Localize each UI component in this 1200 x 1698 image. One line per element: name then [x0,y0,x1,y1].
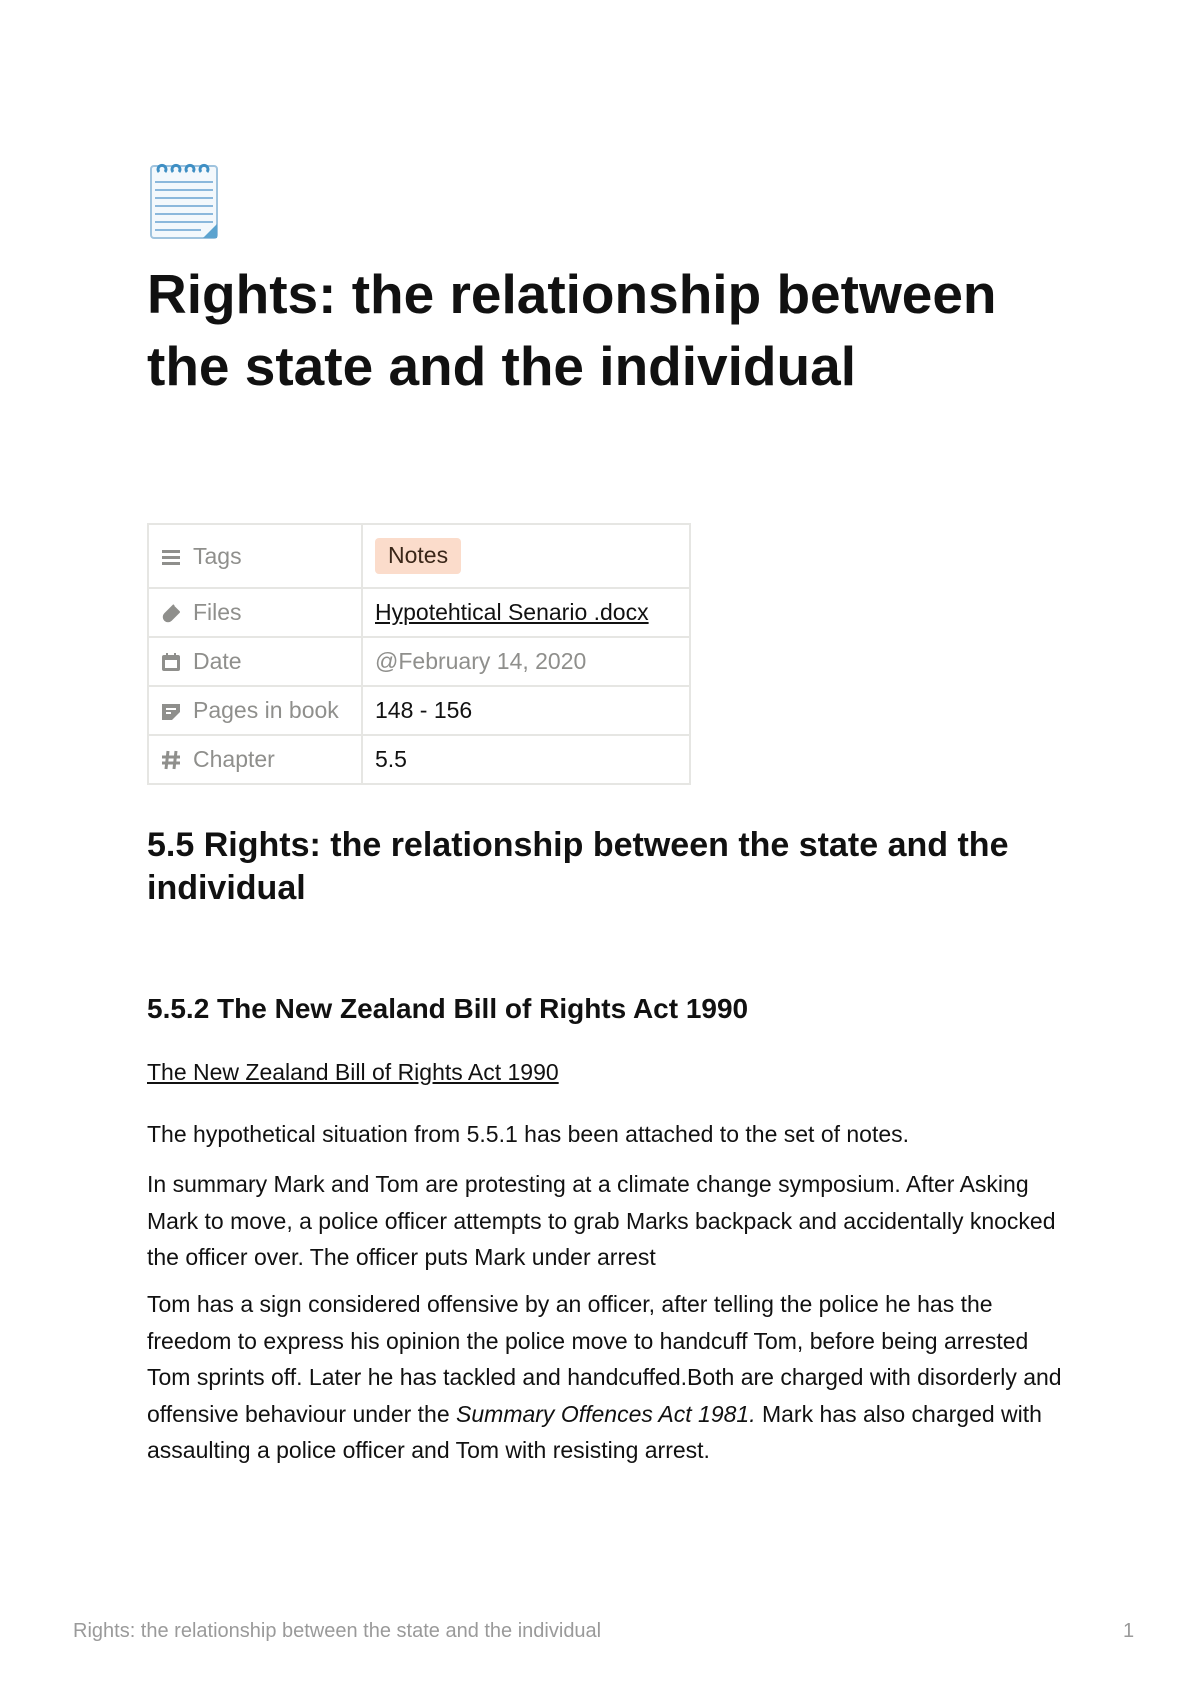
property-row-tags [148,524,690,588]
property-value[interactable]: 148 - 156 [362,686,690,735]
subsection-heading: 5.5.2 The New Zealand Bill of Rights Act 1990 [147,993,749,1024]
property-row-pages [148,686,690,735]
property-value[interactable] [362,524,690,588]
calendar-icon [161,652,181,672]
date-value: @February 14, 2020 [375,648,587,674]
property-name: Date [148,637,362,686]
paragraph-intro: The hypothetical situation from 5.5.1 has been attached to the set of notes. [147,1121,910,1147]
tag-badge[interactable]: Notes [375,538,461,574]
properties-table [147,523,691,785]
page-title: Rights: the relationship between the state and the individual [147,263,997,397]
bill-of-rights-link[interactable]: The New Zealand Bill of Rights Act 1990 [147,1059,559,1085]
act-name-italic: Summary Offences Act 1981. [456,1400,756,1427]
text-icon [161,701,181,721]
footer-title: Rights: the relationship between the state and the individual [73,1620,602,1642]
property-row-chapter [148,735,690,784]
list-icon [161,547,181,567]
property-name: Chapter [148,735,362,784]
section-heading: 5.5 Rights: the relationship between the state and the individual [147,826,1009,907]
property-row-date [148,637,690,686]
paragraph-tom: Tom has a sign considered offensive by an officer, after telling the police he has the freedom to express his opinion the police move to handcuff Tom, before being arrested Tom sprints off. Later he has tackled and handcuffed.Both are charged with disorderly and offensive behaviour under the Summary Offences Act 1981. Mark has also charged with assaulting a police officer and Tom with resisting arrest. [147,1291,1062,1463]
property-name: Tags [148,524,362,588]
file-link[interactable]: Hypotehtical Senario .docx [375,599,649,625]
property-value [362,588,690,637]
notepad-icon [147,158,223,242]
footer-page-number: 1 [1123,1620,1135,1642]
property-name: Pages in book [148,686,362,735]
paragraph-summary: In summary Mark and Tom are protesting at a climate change symposium. After Asking Mark to move, a police officer attempts to grab Marks backpack and accidentally knocked the officer over. The officer puts Mark under arrest [147,1171,1056,1270]
property-name: Files [148,588,362,637]
paperclip-icon [161,603,181,623]
property-value[interactable] [362,637,690,686]
property-row-files [148,588,690,637]
hash-icon [161,750,181,770]
property-value[interactable]: 5.5 [362,735,690,784]
